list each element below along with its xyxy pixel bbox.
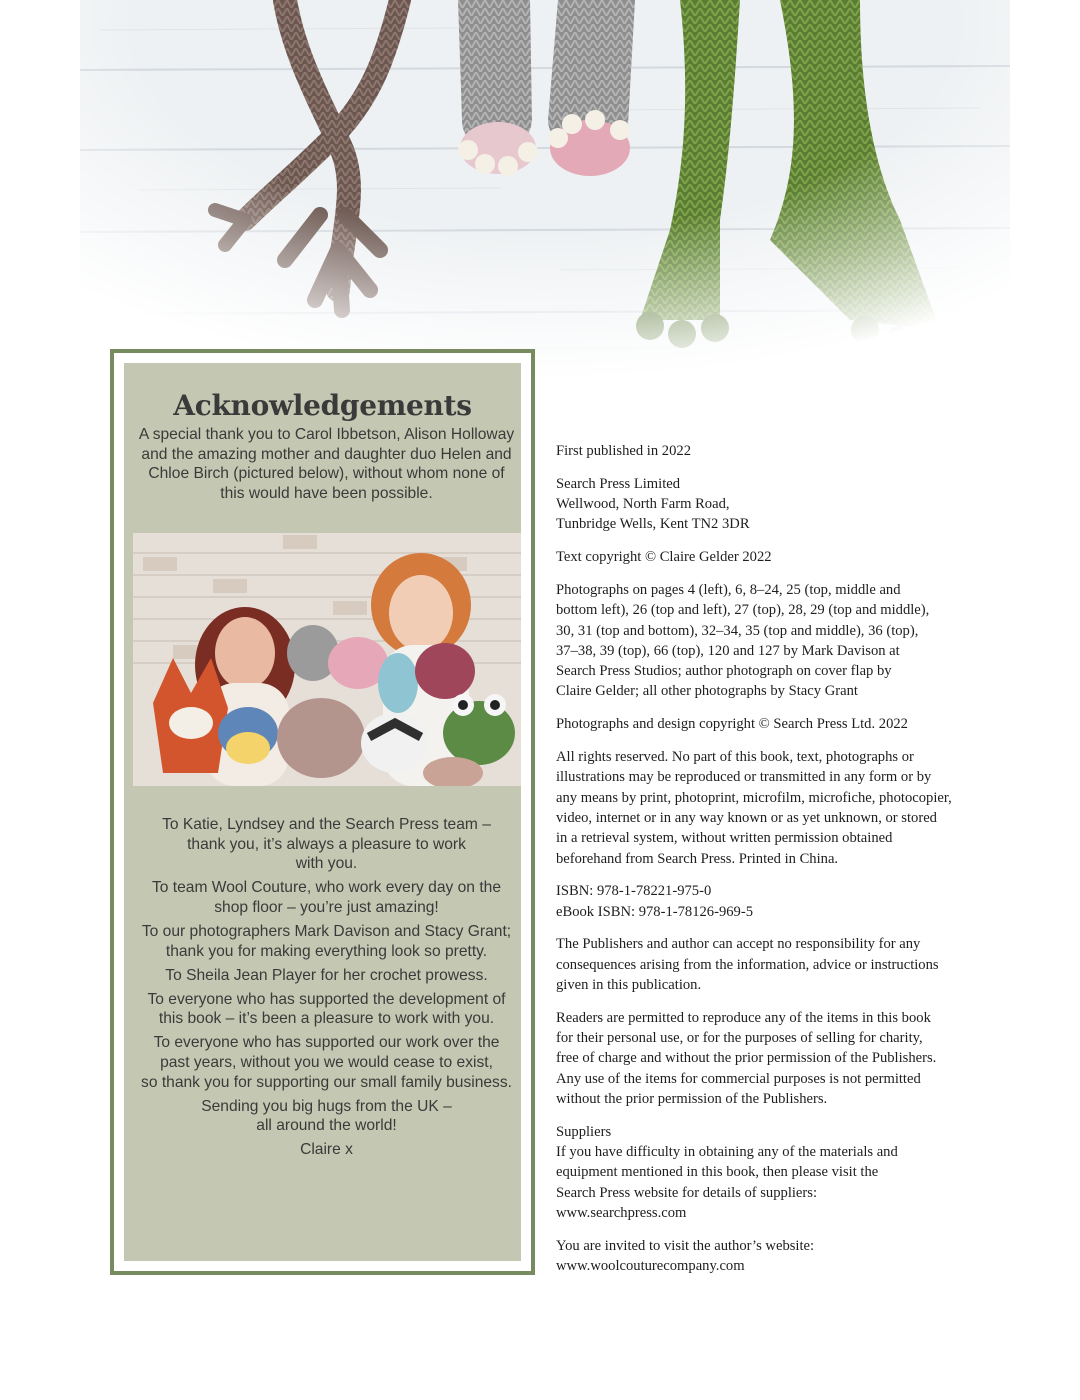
thanks-line: so thank you for supporting our small family business. (141, 1073, 512, 1091)
isbn-block (556, 881, 996, 922)
responsibility-notice (556, 934, 996, 995)
thanks-paragraph (130, 1097, 523, 1136)
colophon-line: 37–38, 39 (top), 66 (top), 120 and 127 by Mark Davison at (556, 642, 900, 659)
suppliers-block (556, 1122, 996, 1223)
intro-line: Chloe Birch (pictured below), without whom none of (148, 465, 505, 483)
acknowledgements-panel (124, 363, 521, 1261)
authors-photo (133, 533, 521, 786)
colophon-line: free of charge and without the prior permission of the Publishers. (556, 1050, 937, 1067)
thanks-paragraph (130, 990, 523, 1029)
colophon-line: Tunbridge Wells, Kent TN2 3DR (556, 516, 750, 533)
thanks-paragraph (130, 1033, 523, 1092)
colophon-line: for their personal use, or for the purposes of selling for charity, (556, 1030, 923, 1047)
colophon-line: Readers are permitted to reproduce any of the items in this book (556, 1009, 931, 1026)
colophon-line: Any use of the items for commercial purposes is not permitted (556, 1070, 921, 1087)
colophon-line: bottom left), 26 (top and left), 27 (top), 28, 29 (top and middle), (556, 602, 930, 619)
publisher-address (556, 474, 996, 535)
colophon-line: Wellwood, North Farm Road, (556, 496, 730, 513)
acknowledgements-frame (110, 349, 535, 1275)
thanks-line: all around the world! (256, 1117, 397, 1135)
thanks-line: this book – it’s been a pleasure to work with you. (158, 1010, 495, 1028)
colophon-line: Text copyright © Claire Gelder 2022 (556, 549, 772, 566)
colophon-line: consequences arising from the information, advice or instructions (556, 956, 939, 973)
acknowledgements-title: Acknowledgements (173, 389, 472, 422)
thanks-line: To our photographers Mark Davison and Stacy Grant; (141, 922, 512, 940)
thanks-line: shop floor – you’re just amazing! (214, 898, 439, 916)
text-copyright (556, 547, 996, 567)
author-website-link[interactable]: www.woolcouturecompany.com (556, 1258, 745, 1275)
acknowledgements-thanks (130, 815, 523, 1165)
colophon-line: Claire Gelder; all other photographs by Stacy Grant (556, 683, 858, 700)
colophon-line: in a retrieval system, without written permission obtained (556, 830, 893, 847)
ebook-isbn: eBook ISBN: 978-1-78126-969-5 (556, 903, 754, 920)
colophon-line: First published in 2022 (556, 443, 691, 459)
colophon-line: Photographs and design copyright © Search Press Ltd. 2022 (556, 716, 908, 733)
thanks-line: To team Wool Couture, who work every day on the (151, 879, 501, 897)
thanks-line: To Katie, Lyndsey and the Search Press team – (162, 816, 491, 833)
thanks-line: thank you for making everything look so pretty. (165, 942, 488, 960)
design-copyright (556, 714, 996, 734)
thanks-line: thank you, it’s always a pleasure to work (187, 835, 466, 853)
thanks-line: To everyone who has supported our work over the (153, 1034, 500, 1052)
colophon (556, 441, 996, 1289)
reproduction-notice (556, 1008, 996, 1109)
thanks-paragraph (130, 878, 523, 917)
thanks-line: with you. (295, 855, 358, 873)
intro-line: and the amazing mother and daughter duo Helen and (141, 445, 512, 463)
author-website-block (556, 1236, 996, 1277)
rights-notice (556, 747, 996, 869)
signature (130, 1140, 523, 1160)
colophon-line: any means by print, photoprint, microfilm, microfiche, photocopier, (556, 789, 952, 806)
thanks-paragraph (130, 922, 523, 961)
thanks-line: Claire x (300, 1141, 353, 1159)
colophon-line: Search Press Studios; author photograph on cover flap by (556, 663, 892, 680)
thanks-paragraph (130, 815, 523, 874)
thanks-line: past years, without you we would cease to exist, (160, 1054, 493, 1072)
colophon-line: Photographs on pages 4 (left), 6, 8–24, 25 (top, middle and (556, 581, 901, 598)
colophon-line: equipment mentioned in this book, then please visit the (556, 1164, 879, 1181)
intro-line: A special thank you to Carol Ibbetson, Alison Holloway (138, 426, 515, 443)
suppliers-heading: Suppliers (556, 1123, 612, 1140)
thanks-line: To Sheila Jean Player for her crochet prowess. (165, 966, 488, 984)
thanks-line: Sending you big hugs from the UK – (201, 1097, 452, 1115)
colophon-line: without the prior permission of the Publishers. (556, 1091, 828, 1108)
colophon-line: beforehand from Search Press. Printed in China. (556, 850, 839, 867)
isbn: ISBN: 978-1-78221-975-0 (556, 883, 712, 900)
first-published (556, 441, 996, 461)
photo-credits (556, 580, 996, 702)
colophon-line: given in this publication. (556, 977, 702, 994)
colophon-line: The Publishers and author can accept no responsibility for any (556, 936, 921, 953)
colophon-line: If you have difficulty in obtaining any of the materials and (556, 1144, 898, 1161)
colophon-line: You are invited to visit the author’s website: (556, 1237, 815, 1254)
colophon-line: Search Press Limited (556, 475, 681, 492)
searchpress-link[interactable]: www.searchpress.com (556, 1205, 687, 1221)
colophon-line: illustrations may be reproduced or transmitted in any form or by (556, 769, 932, 786)
acknowledgements-border (114, 353, 531, 1271)
intro-line: this would have been possible. (220, 484, 433, 502)
colophon-line: 30, 31 (top and bottom), 32–34, 35 (top and middle), 36 (top), (556, 622, 919, 639)
colophon-line: All rights reserved. No part of this book, text, photographs or (556, 749, 914, 766)
colophon-line: Search Press website for details of suppliers: (556, 1184, 818, 1201)
thanks-line: To everyone who has supported the development of (147, 990, 506, 1008)
colophon-line: video, internet or in any way known or as yet unknown, or stored (556, 809, 937, 826)
thanks-paragraph (130, 966, 523, 986)
acknowledgements-intro (134, 425, 519, 503)
